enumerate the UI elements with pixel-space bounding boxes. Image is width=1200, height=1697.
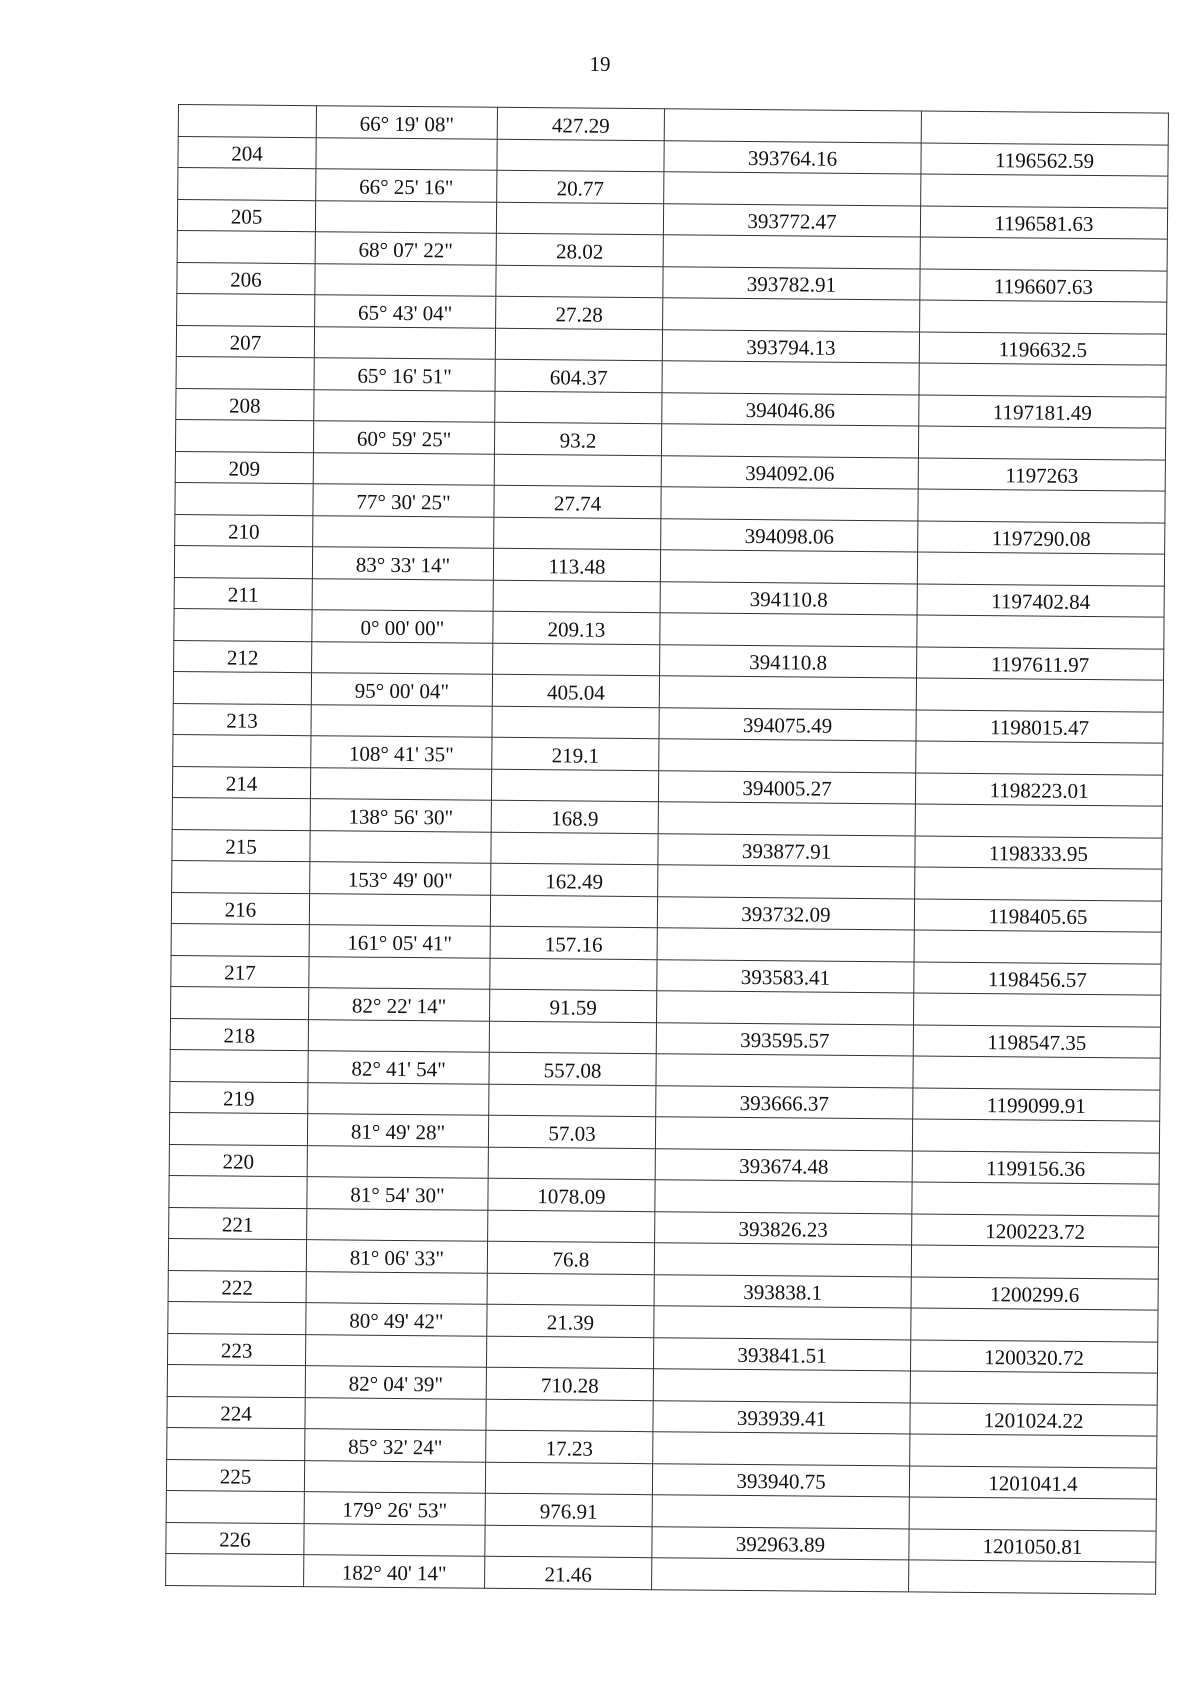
station-cell <box>170 1049 308 1082</box>
distance-cell <box>494 454 661 487</box>
station-cell <box>167 1364 305 1397</box>
northing-cell: 394098.06 <box>661 518 918 552</box>
northing-cell: 393674.48 <box>655 1148 912 1182</box>
bearing-cell <box>310 767 491 800</box>
northing-cell: 393595.57 <box>656 1022 913 1056</box>
bearing-cell <box>308 1019 489 1052</box>
bearing-cell <box>314 389 495 422</box>
station-cell <box>168 1238 306 1271</box>
station-cell <box>171 923 309 956</box>
northing-cell: 393826.23 <box>655 1211 912 1245</box>
northing-cell <box>658 802 915 836</box>
northing-cell: 393877.91 <box>658 833 915 867</box>
bearing-cell: 179° 26' 53" <box>304 1492 485 1525</box>
easting-cell: 1197611.97 <box>917 646 1164 680</box>
station-cell: 216 <box>171 892 309 925</box>
bearing-cell <box>309 893 490 926</box>
station-cell <box>177 230 315 263</box>
easting-cell: 1196562.59 <box>921 142 1168 176</box>
bearing-cell <box>315 263 496 296</box>
coordinates-table-body <box>166 105 1169 1594</box>
easting-cell: 1197263 <box>918 457 1165 491</box>
bearing-cell <box>313 452 494 485</box>
bearing-cell <box>314 326 495 359</box>
northing-cell: 393794.13 <box>662 329 919 363</box>
bearing-cell: 108° 41' 35" <box>311 736 492 769</box>
northing-cell <box>664 172 921 206</box>
bearing-cell <box>309 956 490 989</box>
easting-cell <box>917 615 1164 649</box>
bearing-cell: 65° 43' 04" <box>315 295 496 328</box>
easting-cell <box>921 174 1168 208</box>
station-cell <box>176 356 314 389</box>
bearing-cell <box>305 1334 486 1367</box>
distance-cell <box>497 139 664 172</box>
distance-cell: 76.8 <box>487 1241 654 1274</box>
easting-cell: 1197402.84 <box>917 583 1164 617</box>
bearing-cell: 66° 19' 08" <box>316 106 497 139</box>
easting-cell: 1200320.72 <box>910 1339 1157 1373</box>
distance-cell <box>493 580 660 613</box>
northing-cell <box>657 928 914 962</box>
station-cell: 205 <box>177 199 315 232</box>
distance-cell: 557.08 <box>489 1052 656 1085</box>
distance-cell <box>489 1021 656 1054</box>
station-cell <box>166 1553 304 1586</box>
northing-cell <box>664 109 921 143</box>
easting-cell <box>912 1182 1159 1216</box>
distance-cell <box>491 769 658 802</box>
station-cell: 220 <box>169 1144 307 1177</box>
bearing-cell <box>311 704 492 737</box>
northing-cell <box>654 1306 911 1340</box>
station-cell: 225 <box>166 1459 304 1492</box>
easting-cell: 1200299.6 <box>911 1276 1158 1310</box>
distance-cell: 28.02 <box>496 233 663 266</box>
easting-cell <box>921 111 1168 145</box>
easting-cell: 1196581.63 <box>920 205 1167 239</box>
easting-cell: 1198547.35 <box>913 1024 1160 1058</box>
station-cell <box>173 671 311 704</box>
distance-cell <box>485 1525 652 1558</box>
northing-cell: 393939.41 <box>653 1400 910 1434</box>
easting-cell: 1201050.81 <box>909 1528 1156 1562</box>
northing-cell: 393782.91 <box>663 266 920 300</box>
station-cell: 208 <box>176 388 314 421</box>
station-cell: 204 <box>178 136 316 169</box>
bearing-cell <box>313 515 494 548</box>
easting-cell <box>912 1119 1159 1153</box>
easting-cell <box>920 237 1167 271</box>
northing-cell <box>660 613 917 647</box>
distance-cell <box>489 1084 656 1117</box>
station-cell <box>175 482 313 515</box>
bearing-cell: 81° 49' 28" <box>307 1114 488 1147</box>
easting-cell: 1197181.49 <box>919 394 1166 428</box>
station-cell: 218 <box>170 1018 308 1051</box>
northing-cell: 394046.86 <box>662 392 919 426</box>
distance-cell <box>491 832 658 865</box>
bearing-cell <box>310 830 491 863</box>
bearing-cell <box>312 641 493 674</box>
distance-cell: 17.23 <box>486 1430 653 1463</box>
northing-cell <box>660 550 917 584</box>
coordinates-table <box>165 104 1169 1594</box>
page-number: 19 <box>589 52 611 76</box>
station-cell: 219 <box>170 1081 308 1114</box>
station-cell: 210 <box>175 514 313 547</box>
distance-cell: 604.37 <box>495 359 662 392</box>
easting-cell: 1196632.5 <box>919 331 1166 365</box>
northing-cell <box>658 865 915 899</box>
station-cell <box>174 608 312 641</box>
northing-cell <box>657 991 914 1025</box>
easting-cell <box>916 678 1163 712</box>
northing-cell: 394092.06 <box>661 455 918 489</box>
station-cell: 209 <box>175 451 313 484</box>
easting-cell: 1199156.36 <box>912 1150 1159 1184</box>
distance-cell <box>487 1273 654 1306</box>
station-cell <box>173 734 311 767</box>
bearing-cell <box>304 1460 485 1493</box>
northing-cell: 393732.09 <box>657 896 914 930</box>
northing-cell: 393940.75 <box>652 1463 909 1497</box>
distance-cell: 209.13 <box>493 611 660 644</box>
station-cell: 223 <box>168 1333 306 1366</box>
bearing-cell: 153° 49' 00" <box>310 862 491 895</box>
easting-cell: 1198456.57 <box>914 961 1161 995</box>
bearing-cell: 161° 05' 41" <box>309 925 490 958</box>
distance-cell: 1078.09 <box>488 1178 655 1211</box>
northing-cell: 393772.47 <box>663 203 920 237</box>
bearing-cell: 65° 16' 51" <box>314 358 495 391</box>
easting-cell: 1196607.63 <box>920 268 1167 302</box>
station-cell: 213 <box>173 703 311 736</box>
bearing-cell: 82° 22' 14" <box>309 988 490 1021</box>
bearing-cell: 81° 54' 30" <box>307 1177 488 1210</box>
easting-cell: 1201041.4 <box>909 1465 1156 1499</box>
distance-cell: 93.2 <box>494 422 661 455</box>
bearing-cell: 82° 04' 39" <box>305 1366 486 1399</box>
distance-cell: 405.04 <box>492 674 659 707</box>
bearing-cell: 66° 25' 16" <box>316 169 497 202</box>
easting-cell <box>909 1560 1156 1594</box>
distance-cell <box>490 958 657 991</box>
bearing-cell: 85° 32' 24" <box>305 1429 486 1462</box>
northing-cell <box>655 1117 912 1151</box>
distance-cell <box>496 202 663 235</box>
bearing-cell: 138° 56' 30" <box>310 799 491 832</box>
station-cell <box>168 1301 306 1334</box>
station-cell <box>178 168 316 201</box>
easting-cell <box>920 300 1167 334</box>
distance-cell: 427.29 <box>497 107 664 140</box>
easting-cell <box>909 1497 1156 1531</box>
station-cell: 221 <box>169 1207 307 1240</box>
distance-cell: 20.77 <box>497 170 664 203</box>
station-cell <box>167 1427 305 1460</box>
northing-cell <box>661 487 918 521</box>
bearing-cell: 80° 49' 42" <box>306 1303 487 1336</box>
distance-cell <box>488 1210 655 1243</box>
distance-cell <box>494 517 661 550</box>
station-cell: 207 <box>176 325 314 358</box>
distance-cell <box>496 265 663 298</box>
distance-cell <box>486 1336 653 1369</box>
station-cell: 212 <box>174 640 312 673</box>
distance-cell: 27.74 <box>494 485 661 518</box>
northing-cell <box>654 1243 911 1277</box>
bearing-cell <box>307 1208 488 1241</box>
northing-cell: 393764.16 <box>664 140 921 174</box>
northing-cell: 393666.37 <box>656 1085 913 1119</box>
easting-cell <box>917 552 1164 586</box>
station-cell <box>174 545 312 578</box>
distance-cell: 21.46 <box>485 1556 652 1589</box>
easting-cell: 1199099.91 <box>913 1087 1160 1121</box>
northing-cell <box>653 1369 910 1403</box>
bearing-cell: 0° 00' 00" <box>312 610 493 643</box>
distance-cell: 57.03 <box>488 1115 655 1148</box>
bearing-cell: 68° 07' 22" <box>315 232 496 265</box>
northing-cell <box>663 235 920 269</box>
station-cell <box>171 986 309 1019</box>
station-cell: 224 <box>167 1396 305 1429</box>
northing-cell: 394110.8 <box>660 581 917 615</box>
northing-cell: 393841.51 <box>653 1337 910 1371</box>
distance-cell <box>490 895 657 928</box>
station-cell: 217 <box>171 955 309 988</box>
distance-cell: 162.49 <box>491 863 658 896</box>
easting-cell: 1198333.95 <box>915 835 1162 869</box>
easting-cell: 1201024.22 <box>910 1402 1157 1436</box>
easting-cell <box>913 993 1160 1027</box>
easting-cell: 1197290.08 <box>918 520 1165 554</box>
northing-cell: 393583.41 <box>657 959 914 993</box>
distance-cell <box>488 1147 655 1180</box>
easting-cell: 1198223.01 <box>915 772 1162 806</box>
bearing-cell <box>308 1082 489 1115</box>
northing-cell <box>661 424 918 458</box>
easting-cell <box>910 1434 1157 1468</box>
northing-cell: 393838.1 <box>654 1274 911 1308</box>
northing-cell: 394005.27 <box>658 770 915 804</box>
easting-cell <box>915 804 1162 838</box>
distance-cell: 91.59 <box>490 989 657 1022</box>
bearing-cell: 182° 40' 14" <box>304 1555 485 1588</box>
bearing-cell: 81° 06' 33" <box>306 1240 487 1273</box>
distance-cell <box>485 1462 652 1495</box>
bearing-cell: 60° 59' 25" <box>313 421 494 454</box>
station-cell: 214 <box>172 766 310 799</box>
easting-cell <box>911 1245 1158 1279</box>
easting-cell <box>919 363 1166 397</box>
station-cell <box>172 797 310 830</box>
easting-cell: 1198405.65 <box>914 898 1161 932</box>
bearing-cell: 83° 33' 14" <box>312 547 493 580</box>
northing-cell <box>659 676 916 710</box>
bearing-cell <box>315 200 496 233</box>
station-cell <box>169 1112 307 1145</box>
easting-cell: 1200223.72 <box>912 1213 1159 1247</box>
distance-cell: 168.9 <box>491 800 658 833</box>
station-cell <box>169 1175 307 1208</box>
distance-cell <box>495 391 662 424</box>
northing-cell <box>652 1495 909 1529</box>
northing-cell <box>655 1180 912 1214</box>
bearing-cell <box>306 1271 487 1304</box>
northing-cell <box>653 1432 910 1466</box>
station-cell: 211 <box>174 577 312 610</box>
bearing-cell <box>304 1523 485 1556</box>
easting-cell <box>916 741 1163 775</box>
distance-cell: 219.1 <box>492 737 659 770</box>
easting-cell <box>913 1056 1160 1090</box>
station-cell <box>172 860 310 893</box>
station-cell: 226 <box>166 1522 304 1555</box>
easting-cell <box>918 489 1165 523</box>
northing-cell: 392963.89 <box>652 1526 909 1560</box>
northing-cell <box>663 298 920 332</box>
easting-cell <box>910 1371 1157 1405</box>
easting-cell <box>918 426 1165 460</box>
bearing-cell: 77° 30' 25" <box>313 484 494 517</box>
distance-cell: 710.28 <box>486 1367 653 1400</box>
northing-cell <box>656 1054 913 1088</box>
station-cell: 215 <box>172 829 310 862</box>
station-cell: 206 <box>177 262 315 295</box>
bearing-cell <box>312 578 493 611</box>
northing-cell <box>659 739 916 773</box>
distance-cell: 113.48 <box>493 548 660 581</box>
station-cell: 222 <box>168 1270 306 1303</box>
distance-cell: 976.91 <box>485 1493 652 1526</box>
bearing-cell: 95° 00' 04" <box>311 673 492 706</box>
distance-cell <box>492 706 659 739</box>
northing-cell <box>652 1558 909 1592</box>
station-cell <box>177 293 315 326</box>
northing-cell: 394110.8 <box>660 644 917 678</box>
bearing-cell <box>316 137 497 170</box>
distance-cell <box>493 643 660 676</box>
station-cell <box>166 1490 304 1523</box>
distance-cell: 21.39 <box>487 1304 654 1337</box>
northing-cell: 394075.49 <box>659 707 916 741</box>
distance-cell <box>486 1399 653 1432</box>
bearing-cell: 82° 41' 54" <box>308 1051 489 1084</box>
station-cell <box>175 419 313 452</box>
distance-cell: 27.28 <box>496 296 663 329</box>
bearing-cell <box>305 1397 486 1430</box>
bearing-cell <box>307 1145 488 1178</box>
easting-cell: 1198015.47 <box>916 709 1163 743</box>
easting-cell <box>914 930 1161 964</box>
distance-cell: 157.16 <box>490 926 657 959</box>
easting-cell <box>915 867 1162 901</box>
distance-cell <box>495 328 662 361</box>
station-cell <box>178 105 316 138</box>
northing-cell <box>662 361 919 395</box>
easting-cell <box>911 1308 1158 1342</box>
